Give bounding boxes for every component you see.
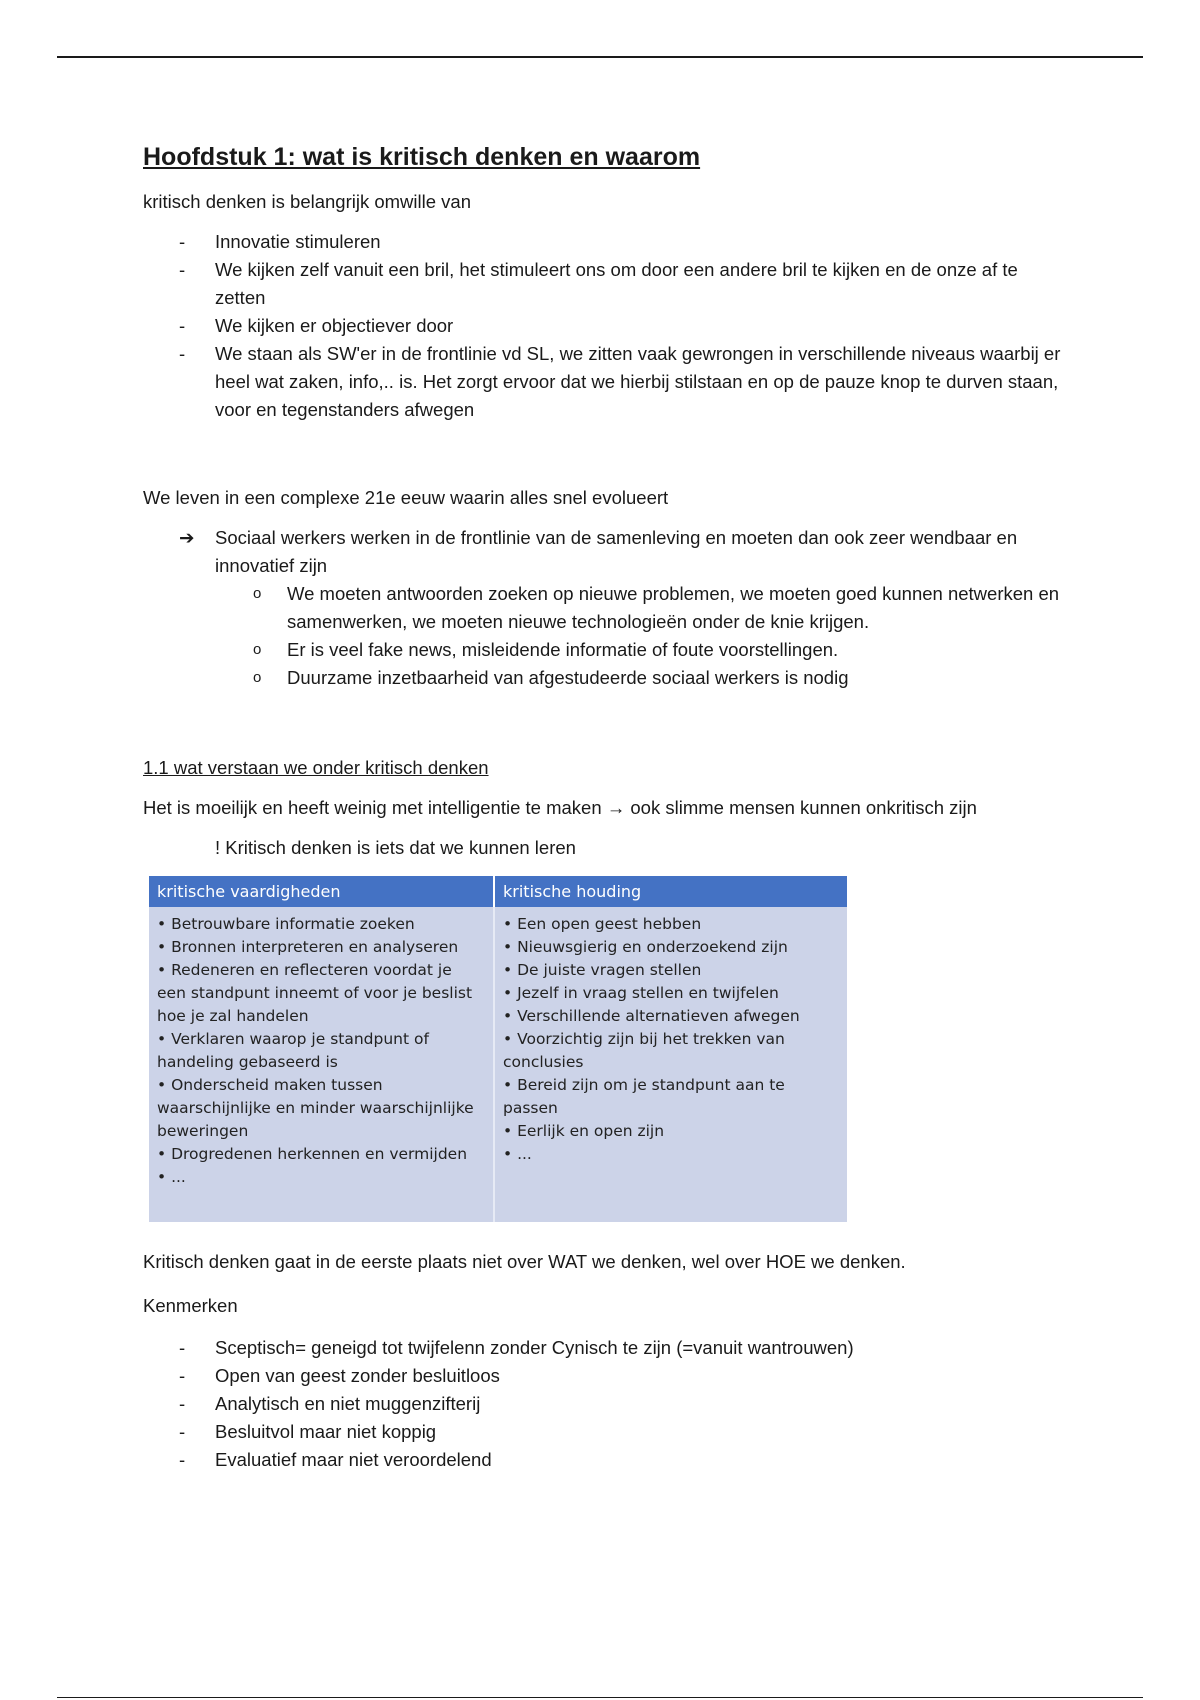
list-item: - Sceptisch= geneigd tot twijfelenn zonder Cynisch te zijn (=vanuit wantrouwen) — [143, 1334, 1073, 1362]
table-item: • Nieuwsgierig en onderzoekend zijn — [503, 938, 788, 956]
reasons-list — [143, 228, 1073, 424]
list-item: - Besluitvol maar niet koppig — [143, 1418, 1073, 1446]
document-body — [143, 140, 1073, 1474]
arrow-right-icon: ➔ — [179, 527, 195, 548]
table-item: • Bronnen interpreteren en analyseren — [157, 938, 459, 956]
attitude-cell — [495, 907, 847, 1222]
bottom-rule — [57, 1697, 1143, 1698]
table-item: • ... — [157, 1168, 186, 1186]
list-item: o Duurzame inzetbaarheid van afgestudeerde sociaal werkers is nodig — [143, 664, 1073, 692]
intro-text: kritisch denken is belangrijk omwille van — [143, 191, 472, 212]
wat-hoe-text: Kritisch denken gaat in de eerste plaats niet over WAT we denken, wel over HOE we denken. — [143, 1251, 906, 1272]
kenmerken-list — [143, 1334, 1073, 1474]
list-item: o Er is veel fake news, misleidende informatie of foute voorstellingen. — [143, 636, 1073, 664]
list-item: - Evaluatief maar niet veroordelend — [143, 1446, 1073, 1474]
century-line: We leven in een complexe 21e eeuw waarin alles snel evolueert — [143, 487, 669, 508]
list-item: - We kijken er objectiever door — [143, 312, 1073, 340]
list-item: - Open van geest zonder besluitloos — [143, 1362, 1073, 1390]
table-item: • Redeneren en reflecteren voordat je een standpunt inneemt of voor je beslist hoe je zal handelen — [157, 961, 473, 1025]
list-item: - We kijken zelf vanuit een bril, het stimuleert ons om door een andere bril te kijken en de onze af te zetten — [143, 256, 1073, 312]
table-item: • Betrouwbare informatie zoeken — [157, 915, 415, 933]
table-item: • Bereid zijn om je standpunt aan te passen — [503, 1076, 785, 1117]
table-item: • ... — [503, 1145, 532, 1163]
sub-points-list — [143, 580, 1073, 692]
table-item: • Een open geest hebben — [503, 915, 702, 933]
note-text: ! Kritisch denken is iets dat we kunnen leren — [215, 837, 576, 858]
chapter-heading: Hoofdstuk 1: wat is kritisch denken en waarom — [143, 143, 701, 171]
arrow-point-text: Sociaal werkers werken in de frontlinie van de samenleving en moeten dan ook zeer wendbaar en innovatief zijn — [215, 527, 1018, 576]
table-item: • Onderscheid maken tussen waarschijnlijke en minder waarschijnlijke beweringen — [157, 1076, 474, 1140]
table-header-skills: kritische vaardigheden — [149, 876, 495, 907]
section-text: Het is moeilijk en heeft weinig met intelligentie te maken → ook slimme mensen kunnen onkritisch zijn — [143, 797, 977, 818]
section-title: 1.1 wat verstaan we onder kritisch denken — [143, 757, 489, 778]
arrow-point — [143, 524, 1073, 580]
skills-attitude-table — [149, 876, 847, 1222]
table-item: • Eerlijk en open zijn — [503, 1122, 665, 1140]
table-item: • Verklaren waarop je standpunt of handeling gebaseerd is — [157, 1030, 429, 1071]
table-item: • Drogredenen herkennen en vermijden — [157, 1145, 468, 1163]
list-item: - We staan als SW'er in de frontlinie vd SL, we zitten vaak gewrongen in verschillende niveaus waarbij er heel wat zaken, info,.. is. Het zorgt ervoor dat we hierbij stilstaan en op de pauze knop te durven staan, voor en tegenstanders afwegen — [143, 340, 1073, 424]
table-item: • De juiste vragen stellen — [503, 961, 702, 979]
skills-cell — [149, 907, 495, 1222]
list-item: o We moeten antwoorden zoeken op nieuwe problemen, we moeten goed kunnen netwerken en samenwerken, we moeten nieuwe technologieën onder de knie krijgen. — [143, 580, 1073, 636]
table-item: • Voorzichtig zijn bij het trekken van conclusies — [503, 1030, 785, 1071]
table-header-attitude: kritische houding — [495, 876, 847, 907]
kenmerken-title: Kenmerken — [143, 1295, 238, 1316]
table-item: • Verschillende alternatieven afwegen — [503, 1007, 800, 1025]
list-item: - Analytisch en niet muggenzifterij — [143, 1390, 1073, 1418]
list-item: - Innovatie stimuleren — [143, 228, 1073, 256]
table-item: • Jezelf in vraag stellen en twijfelen — [503, 984, 779, 1002]
top-rule — [57, 56, 1143, 58]
